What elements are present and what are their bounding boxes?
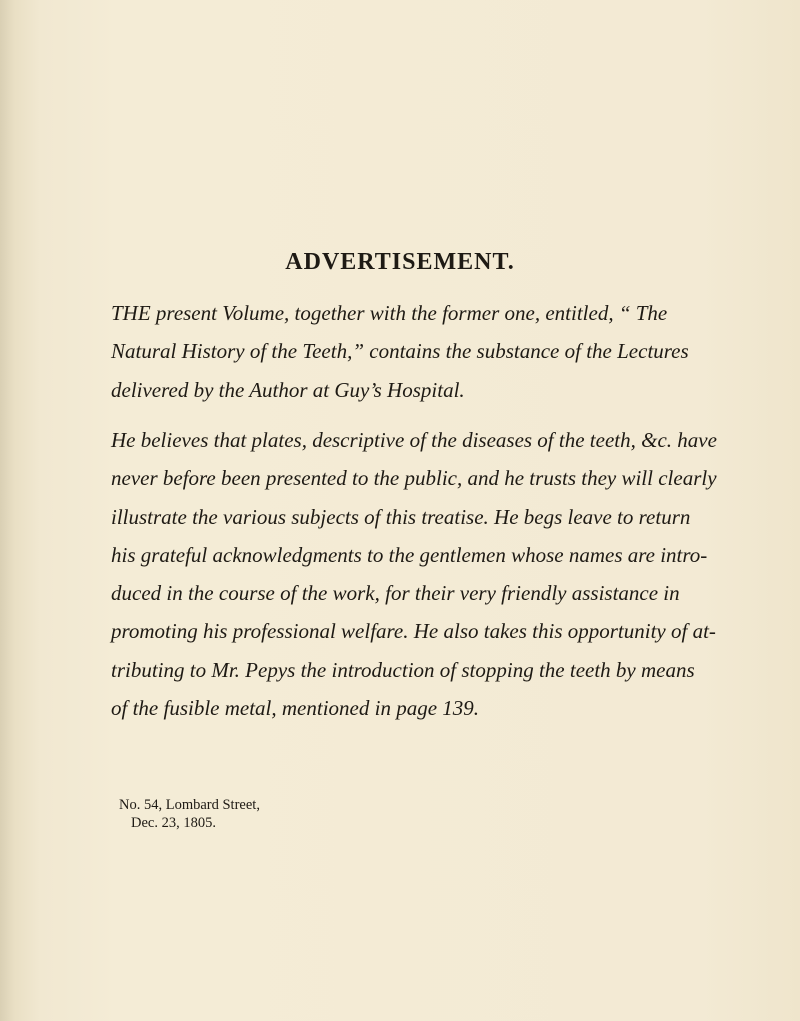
paragraph-line: delivered by the Author at Guy’s Hospital. — [111, 377, 465, 402]
paragraph-line: of the fusible metal, mentioned in page 139. — [111, 696, 480, 721]
paragraph-line: THE present Volume, together with the former one, entitled, “ The — [111, 301, 668, 325]
paragraph-line: never before been presented to the public, and he trusts they will clearly — [111, 466, 717, 491]
paragraph-line: duced in the course of the work, for their very friendly assistance in — [111, 581, 680, 606]
paragraph-1 — [111, 294, 711, 409]
imprint-date: Dec. 23, 1805. — [131, 815, 216, 831]
paragraph-line: promoting his professional welfare. He also takes this opportunity of at- — [111, 619, 716, 644]
imprint-address: No. 54, Lombard Street, — [119, 797, 260, 813]
page-title: ADVERTISEMENT. — [285, 249, 515, 275]
paragraph-line: his grateful acknowledgments to the gentlemen whose names are intro- — [111, 542, 708, 567]
imprint — [119, 796, 260, 832]
paragraph-line: He believes that plates, descriptive of the diseases of the teeth, &c. have — [111, 428, 717, 452]
paragraph-2 — [111, 421, 717, 727]
paragraph-line: tributing to Mr. Pepys the introduction of stopping the teeth by means — [111, 657, 695, 682]
paragraph-line: illustrate the various subjects of this treatise. He begs leave to return — [111, 504, 691, 529]
paragraph-line: Natural History of the Teeth,” contains the substance of the Lectures — [111, 339, 689, 364]
